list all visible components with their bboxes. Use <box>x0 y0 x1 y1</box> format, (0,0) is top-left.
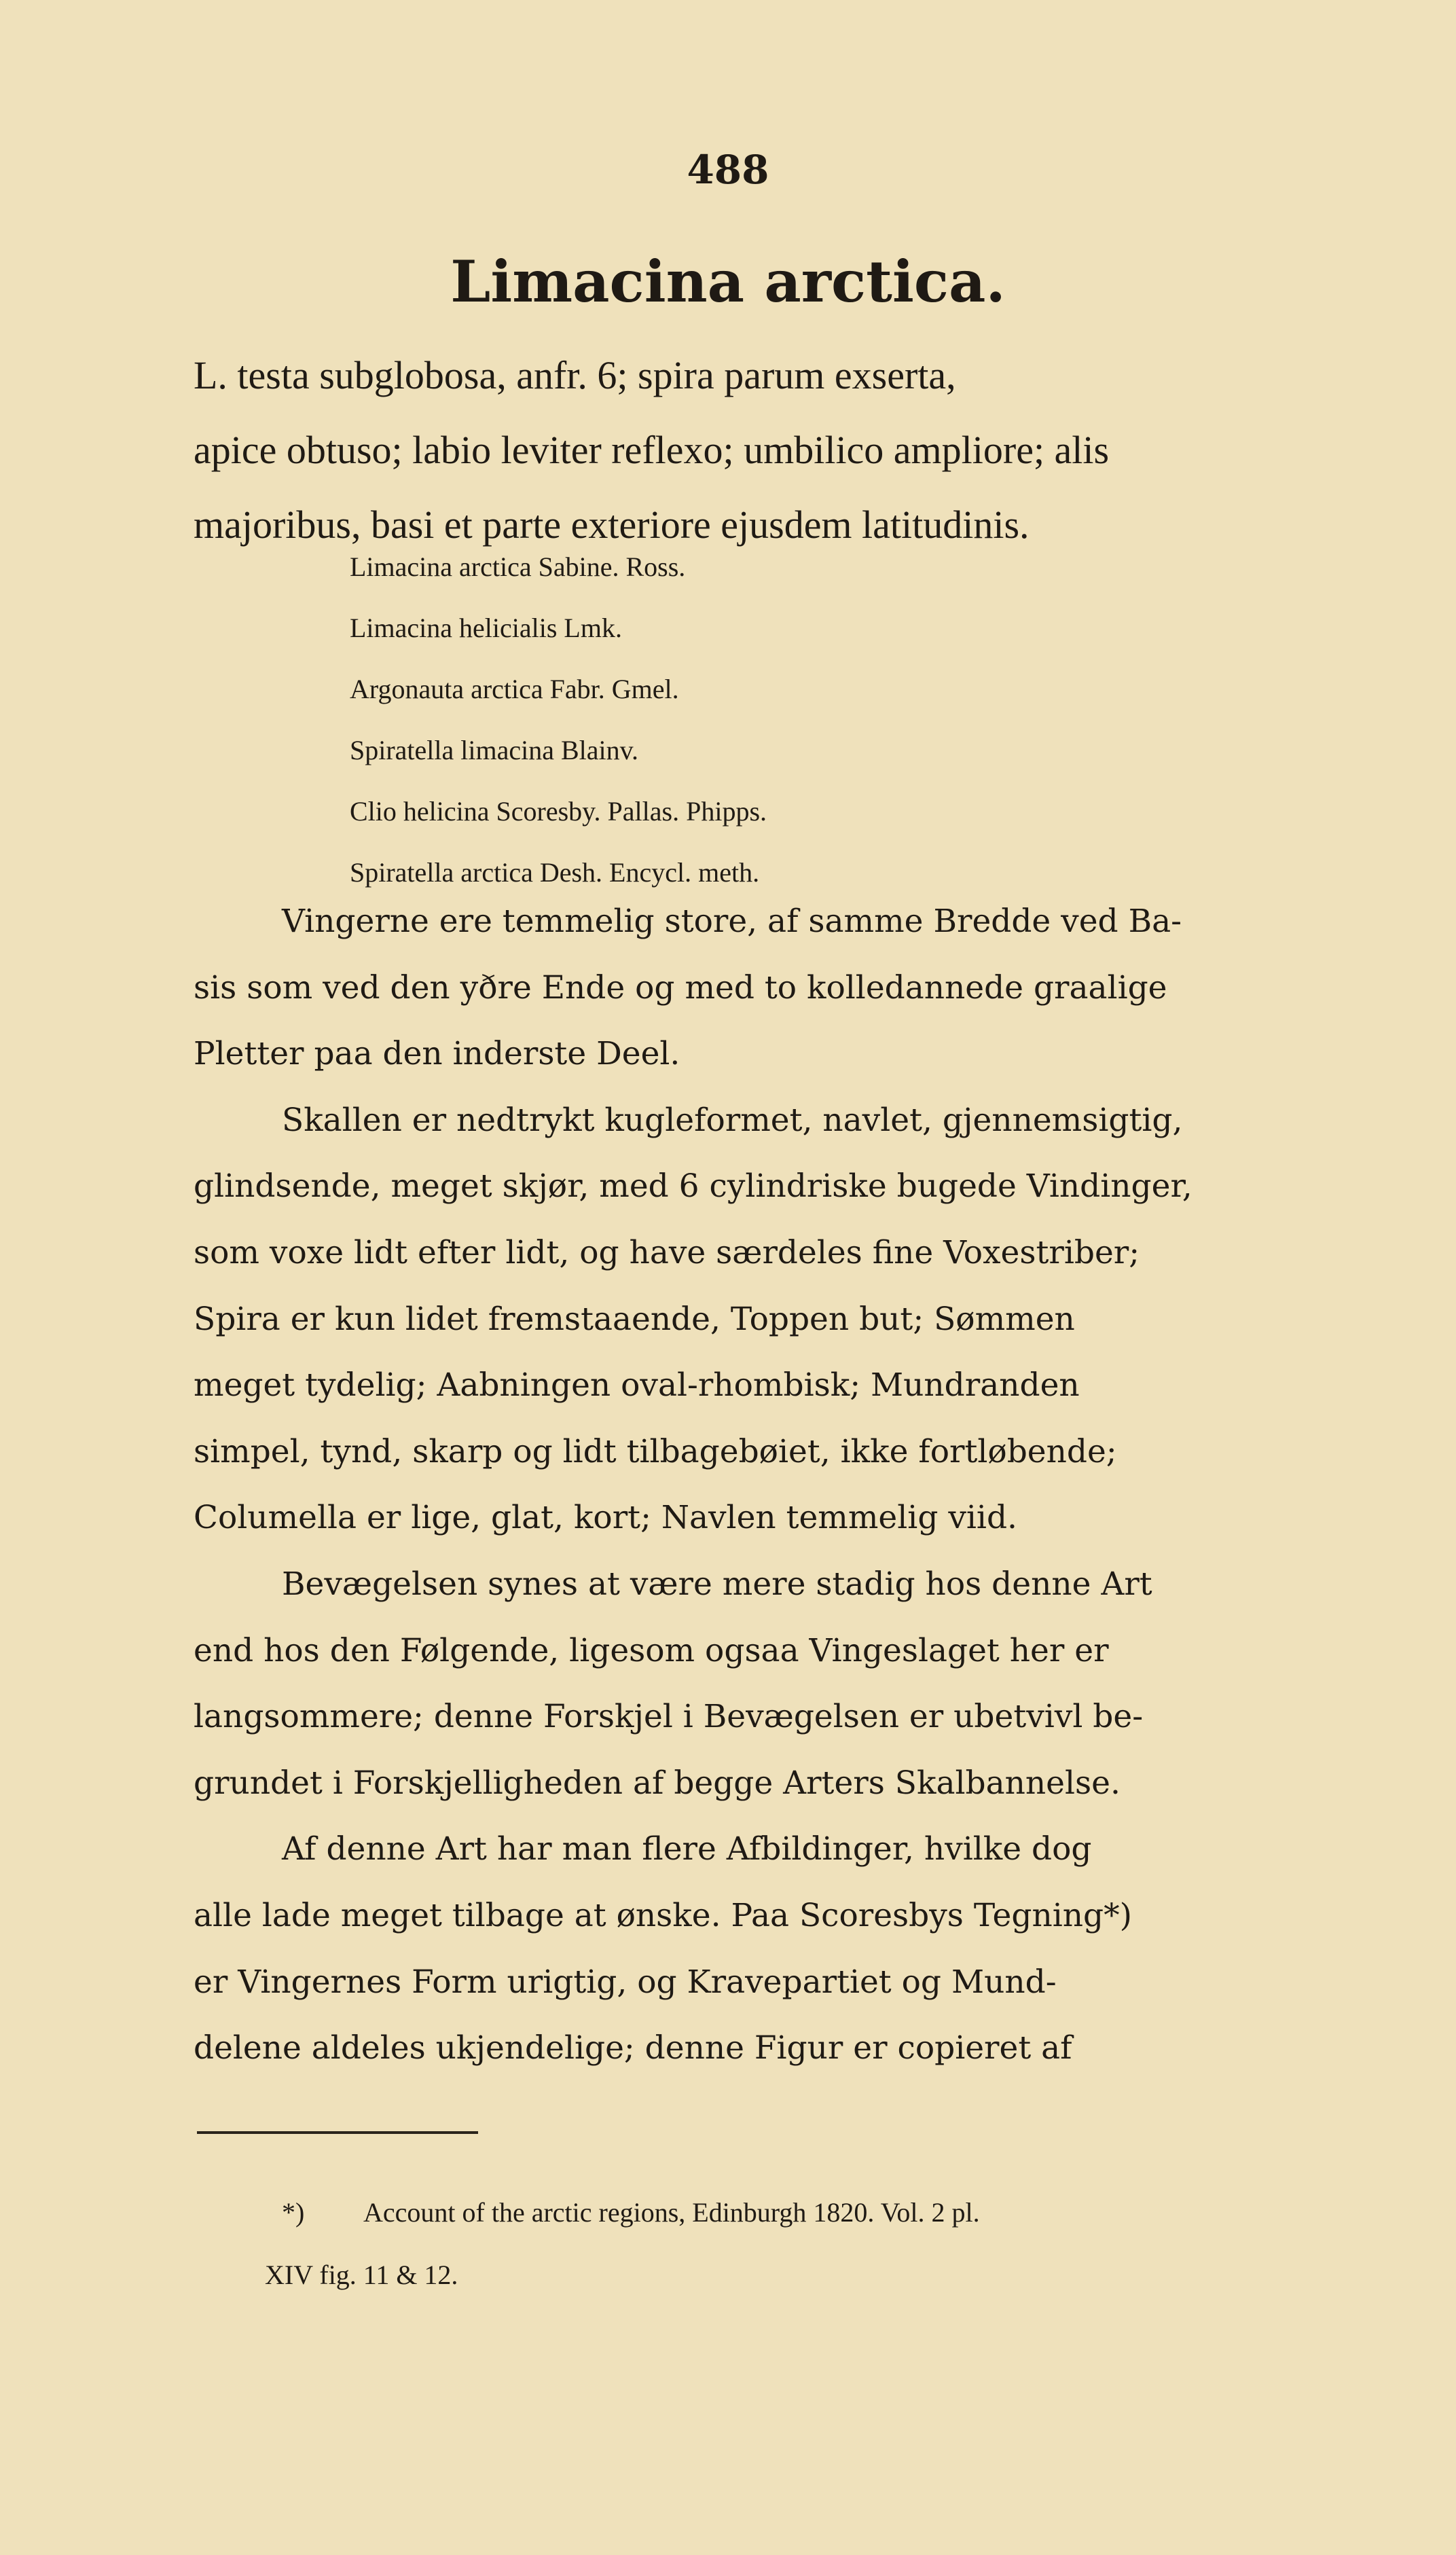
body-line: som voxe lidt efter lidt, og have særdeles fine Voxestriber; <box>194 1233 1140 1271</box>
synonym-entry: Clio helicina Scoresby. Pallas. Phipps. <box>350 796 767 827</box>
synonym-list <box>350 537 767 903</box>
footnote-line <box>265 2181 1365 2244</box>
diagnosis-line: L. testa subglobosa, anfr. 6; spira parum exserta, <box>194 353 956 397</box>
synonym-entry: Spiratella limacina Blainv. <box>350 735 639 765</box>
synonym-entry: Argonauta arctica Fabr. Gmel. <box>350 674 679 704</box>
body-line: glindsende, meget skjør, med 6 cylindriske bugede Vindinger, <box>194 1167 1193 1206</box>
synonym-entry: Spiratella arctica Desh. Encycl. meth. <box>350 857 760 888</box>
synonym-entry: Limacina helicialis Lmk. <box>350 613 622 643</box>
body-line: grundet i Forskjelligheden af begge Arters Skalbannelse. <box>194 1764 1121 1802</box>
body-line: er Vingernes Form urigtig, og Kravepartiet og Mund- <box>194 1963 1057 2001</box>
description-text <box>194 888 1365 2082</box>
species-title: Limacina arctica. <box>450 248 1006 315</box>
body-line: Bevægelsen synes at være mere stadig hos denne Art <box>282 1565 1152 1603</box>
body-line: Skallen er nedtrykt kugleformet, navlet, gjennemsigtig, <box>282 1101 1183 1139</box>
footnote <box>265 2181 1365 2306</box>
body-line: simpel, tynd, skarp og lidt tilbagebøiet, ikke fortløbende; <box>194 1432 1117 1470</box>
latin-diagnosis <box>194 338 1365 562</box>
footnote-line: XIV fig. 11 & 12. <box>265 2260 458 2290</box>
body-line: alle lade meget tilbage at ønske. Paa Scoresbys Tegning*) <box>194 1896 1132 1934</box>
synonym-entry: Limacina arctica Sabine. Ross. <box>350 551 686 582</box>
body-line: delene aldeles ukjendelige; denne Figur er copieret af <box>194 2029 1072 2067</box>
body-line: end hos den Følgende, ligesom ogsaa Vingeslaget her er <box>194 1631 1109 1669</box>
diagnosis-line: apice obtuso; labio leviter reflexo; umbilico ampliore; alis <box>194 428 1110 472</box>
footnote-divider <box>197 2131 478 2134</box>
body-line: sis som ved den yðre Ende og med to kolledannede graalige <box>194 968 1167 1007</box>
body-line: Columella er lige, glat, kort; Navlen temmelig viid. <box>194 1499 1017 1537</box>
body-line: Spira er kun lidet fremstaaende, Toppen but; Sømmen <box>194 1300 1075 1338</box>
body-line: meget tydelig; Aabningen oval-rhombisk; Mundranden <box>194 1366 1080 1405</box>
body-line: Pletter paa den inderste Deel. <box>194 1035 680 1073</box>
body-line: langsommere; denne Forskjel i Bevægelsen er ubetvivl be- <box>194 1698 1144 1736</box>
footnote-marker: *) <box>282 2197 305 2228</box>
body-line: Vingerne ere temmelig store, af samme Bredde ved Ba- <box>282 903 1182 940</box>
diagnosis-line: majoribus, basi et parte exteriore ejusdem latitudinis. <box>194 503 1030 547</box>
body-line: Af denne Art har man flere Afbildinger, hvilke dog <box>282 1830 1092 1868</box>
footnote-citation: Account of the arctic regions, Edinburgh 1820. Vol. 2 pl. <box>363 2197 980 2228</box>
page-number: 488 <box>687 147 769 193</box>
